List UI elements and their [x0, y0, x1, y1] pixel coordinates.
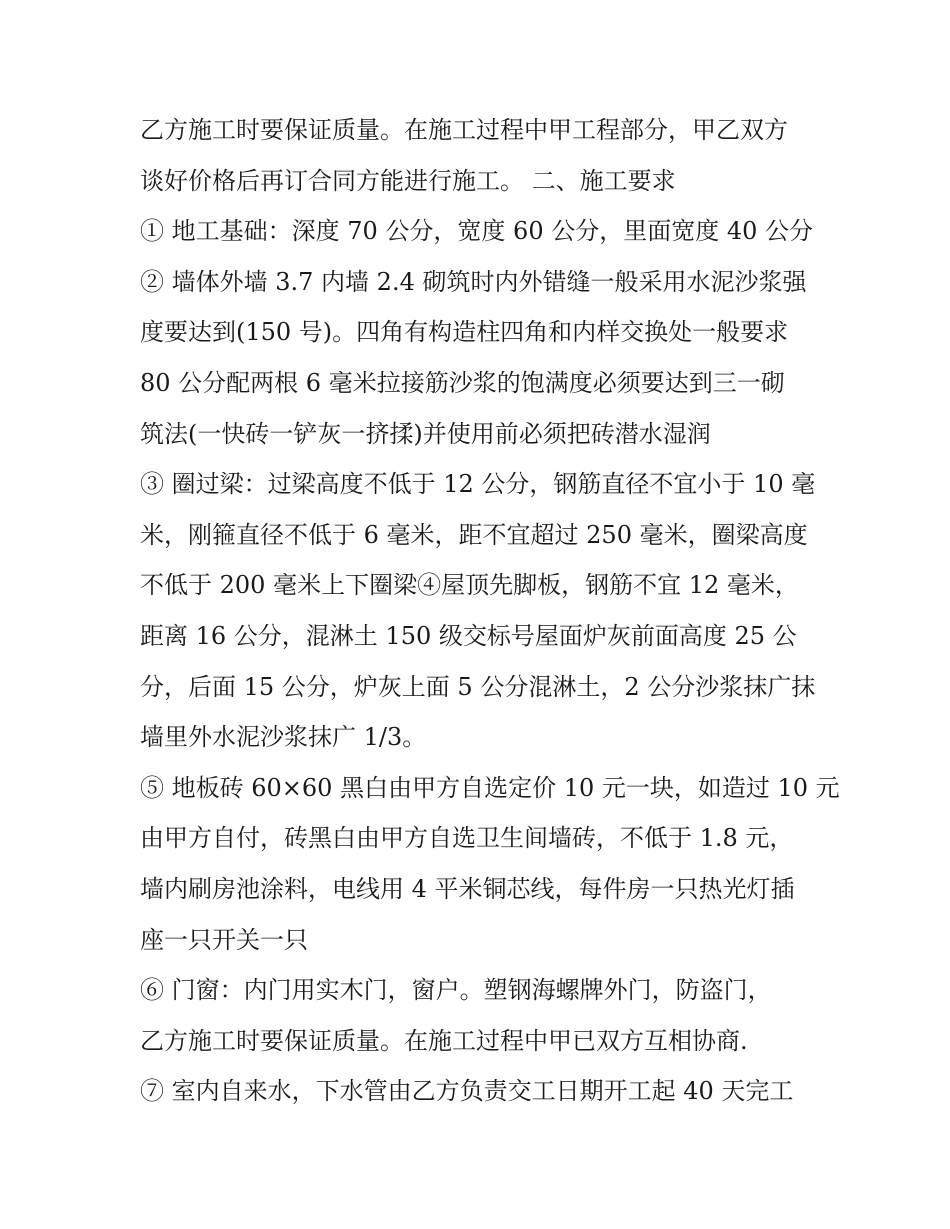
text-line: 不低于 200 毫米上下圈梁④屋顶先脚板，钢筋不宜 12 毫米， [140, 571, 799, 600]
text-line: ③ 圈过梁：过梁高度不低于 12 公分，钢筋直径不宜小于 10 毫 [140, 470, 816, 499]
text-line: 80 公分配两根 6 毫米拉接筋沙浆的饱满度必须要达到三一砌 [140, 368, 785, 397]
text-line: ① 地工基础：深度 70 公分，宽度 60 公分，里面宽度 40 公分 [140, 217, 814, 246]
text-line: 距离 16 公分，混淋土 150 级交标号屋面炉灰前面高度 25 公 [140, 621, 797, 650]
contract-text [140, 105, 840, 1117]
text-line: ⑦ 室内自来水，下水管由乙方负责交工日期开工起 40 天完工 [140, 1077, 794, 1106]
text-line: 由甲方自付，砖黑白由甲方自选卫生间墙砖，不低于 1.8 元， [140, 824, 794, 853]
text-line: 筑法(一快砖一铲灰一挤揉)并使用前必须把砖潜水湿润 [140, 419, 711, 448]
text-line: 墙里外水泥沙浆抹广 1/3。 [140, 723, 427, 752]
text-line: ⑥ 门窗：内门用实木门，窗户。塑钢海螺牌外门，防盗门， [140, 976, 772, 1005]
text-line: 度要达到(150 号)。四角有构造柱四角和内样交换处一般要求 [140, 318, 789, 347]
text-line: 米，刚箍直径不低于 6 毫米，距不宜超过 250 毫米，圈梁高度 [140, 520, 808, 549]
text-line: 乙方施工时要保证质量。在施工过程中甲工程部分，甲乙双方 [140, 116, 788, 144]
text-line: 谈好价格后再订合同方能进行施工。 二、施工要求 [140, 166, 676, 195]
text-line: ⑤ 地板砖 60×60 黑白由甲方自选定价 10 元一块，如造过 10 元 [140, 773, 840, 802]
text-line: ② 墙体外墙 3.7 内墙 2.4 砌筑时内外错缝一般采用水泥沙浆强 [140, 267, 807, 296]
text-line: 座一只开关一只 [140, 925, 308, 954]
text-line: 乙方施工时要保证质量。在施工过程中甲已双方互相协商. [140, 1026, 748, 1055]
text-line: 墙内刷房池涂料，电线用 4 平米铜芯线，每件房一只热光灯插 [140, 874, 795, 903]
text-line: 分，后面 15 公分，炉灰上面 5 公分混淋土，2 公分沙浆抹广抹 [140, 672, 816, 701]
